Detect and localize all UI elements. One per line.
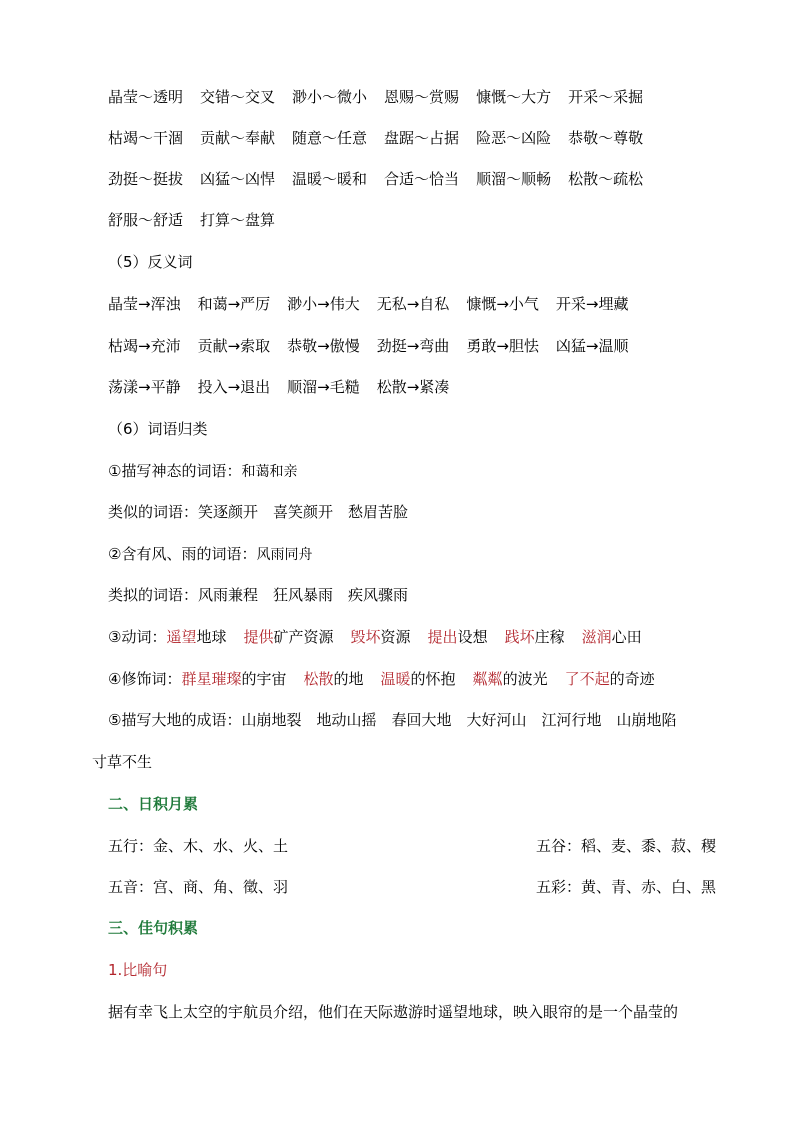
highlighted-word: 群星璀璨 (181, 670, 242, 688)
category-value: 风雨同舟 (256, 547, 313, 563)
word-pair: 合适～恰当 (384, 170, 460, 188)
word-pair: 顺溜～顺畅 (476, 170, 552, 188)
verb-item: 毁坏资源 (350, 628, 411, 646)
word-pair: 劲挺～挺拔 (108, 170, 184, 188)
word-pair: 盘踞～占据 (384, 129, 460, 147)
five-elements: 五行：金、木、水、火、土 (108, 837, 289, 855)
modifier-item: 了不起的奇迹 (564, 670, 655, 688)
word-pair: 晶莹→浑浊 (108, 295, 181, 313)
highlighted-word: 滋润 (581, 628, 612, 646)
word-pair: 恭敬→傲慢 (287, 337, 360, 355)
word-pair: 渺小→伟大 (287, 295, 360, 313)
word-pair: 恩赐～赏赐 (384, 88, 460, 106)
antonym-row (108, 336, 734, 356)
word-pair: 顺溜→毛糙 (287, 378, 360, 396)
highlighted-word: 松散 (303, 670, 334, 688)
synonym-row (108, 169, 734, 189)
word-pair: 交错～交叉 (200, 88, 276, 106)
highlighted-word: 温暖 (380, 670, 411, 688)
highlighted-word: 提出 (427, 628, 458, 646)
verb-item: 提出设想 (427, 628, 488, 646)
verb-item: 提供矿产资源 (243, 628, 334, 646)
highlighted-word: 遥望 (166, 628, 197, 646)
section-2-title: 二、日积月累 (108, 795, 199, 813)
verb-item: 滋润心田 (581, 628, 642, 646)
accumulation-row (108, 877, 734, 897)
word-pair: 慷慨→小气 (466, 295, 539, 313)
word-pair: 贡献→索取 (197, 337, 271, 355)
category-label: ①描写神态的词语： (108, 462, 242, 480)
antonym-row (108, 294, 734, 314)
antonyms-heading: （5）反义词 (108, 253, 193, 271)
modifiers-line (108, 669, 734, 689)
word-pair: 荡漾→平静 (108, 378, 181, 396)
category-label: ②含有风、雨的词语： (108, 545, 257, 563)
word-pair: 舒服～舒适 (108, 211, 184, 229)
verbs-line (108, 627, 734, 647)
land-idioms-continuation: 寸草不生 (92, 753, 153, 771)
verb-item: 遥望地球 (166, 628, 227, 646)
synonym-row (108, 128, 734, 148)
word-pair: 险恶～凶险 (476, 129, 552, 147)
word-pair: 松散～疏松 (568, 170, 644, 188)
word-pair: 渺小～微小 (292, 88, 368, 106)
expression-words (108, 461, 734, 482)
similar-words: 类拟的词语：风雨兼程 狂风暴雨 疾风骤雨 (108, 586, 409, 604)
accumulation-row (108, 836, 734, 856)
section-3-title: 三、佳句积累 (108, 919, 199, 937)
word-pair: 和蔼→严厉 (197, 295, 271, 313)
modifier-item: 粼粼的波光 (472, 670, 548, 688)
highlighted-word: 践坏 (504, 628, 535, 646)
word-pair: 慷慨～大方 (476, 88, 552, 106)
verb-item: 践坏庄稼 (504, 628, 565, 646)
modifier-item: 松散的地 (303, 670, 364, 688)
modifier-item: 温暖的怀抱 (380, 670, 456, 688)
category-value: 和蔼和亲 (241, 464, 298, 480)
word-pair: 凶猛～凶悍 (200, 170, 276, 188)
word-pair: 温暖～暖和 (292, 170, 368, 188)
highlighted-word: 毁坏 (350, 628, 381, 646)
five-colors: 五彩：黄、青、赤、白、黑 (536, 878, 717, 896)
word-pair: 枯竭→充沛 (108, 337, 181, 355)
category-label: ④修饰词： (108, 670, 182, 688)
category-label: ③动词： (108, 628, 167, 646)
five-grains: 五谷：稻、麦、黍、菽、稷 (536, 837, 717, 855)
word-pair: 枯竭～干涸 (108, 129, 184, 147)
word-pair: 晶莹～透明 (108, 88, 184, 106)
classify-heading: （6）词语归类 (108, 420, 208, 438)
word-pair: 无私→自私 (376, 295, 450, 313)
passage-text: 据有幸飞上太空的宇航员介绍，他们在天际遨游时遥望地球，映入眼帘的是一个晶莹的 (108, 1003, 679, 1021)
highlighted-word: 提供 (243, 628, 274, 646)
word-pair: 恭敬～尊敬 (568, 129, 644, 147)
word-pair: 松散→紧凑 (376, 378, 450, 396)
word-pair: 投入→退出 (197, 378, 271, 396)
five-tones: 五音：宫、商、角、徵、羽 (108, 878, 289, 896)
modifier-item: 群星璀璨的宇宙 (181, 670, 287, 688)
word-pair: 勇敢→胆怯 (466, 337, 539, 355)
metaphor-subheading: 1.比喻句 (108, 961, 168, 979)
word-pair: 贡献～奉献 (200, 129, 276, 147)
word-pair: 凶猛→温顺 (555, 337, 629, 355)
word-pair: 开采～采掘 (568, 88, 644, 106)
highlighted-word: 了不起 (564, 670, 610, 688)
synonym-row (108, 87, 734, 107)
highlighted-word: 粼粼 (472, 670, 503, 688)
synonym-row (108, 210, 734, 230)
wind-rain-words (108, 544, 734, 565)
antonym-row (108, 377, 734, 397)
land-idioms-line: ⑤描写大地的成语：山崩地裂 地动山摇 春回大地 大好河山 江河行地 山崩地陷 (108, 711, 677, 729)
similar-words: 类似的词语：笑逐颜开 喜笑颜开 愁眉苦脸 (108, 503, 409, 521)
word-pair: 开采→埋藏 (555, 295, 629, 313)
word-pair: 随意～任意 (292, 129, 368, 147)
word-pair: 打算～盘算 (200, 211, 276, 229)
word-pair: 劲挺→弯曲 (376, 337, 450, 355)
